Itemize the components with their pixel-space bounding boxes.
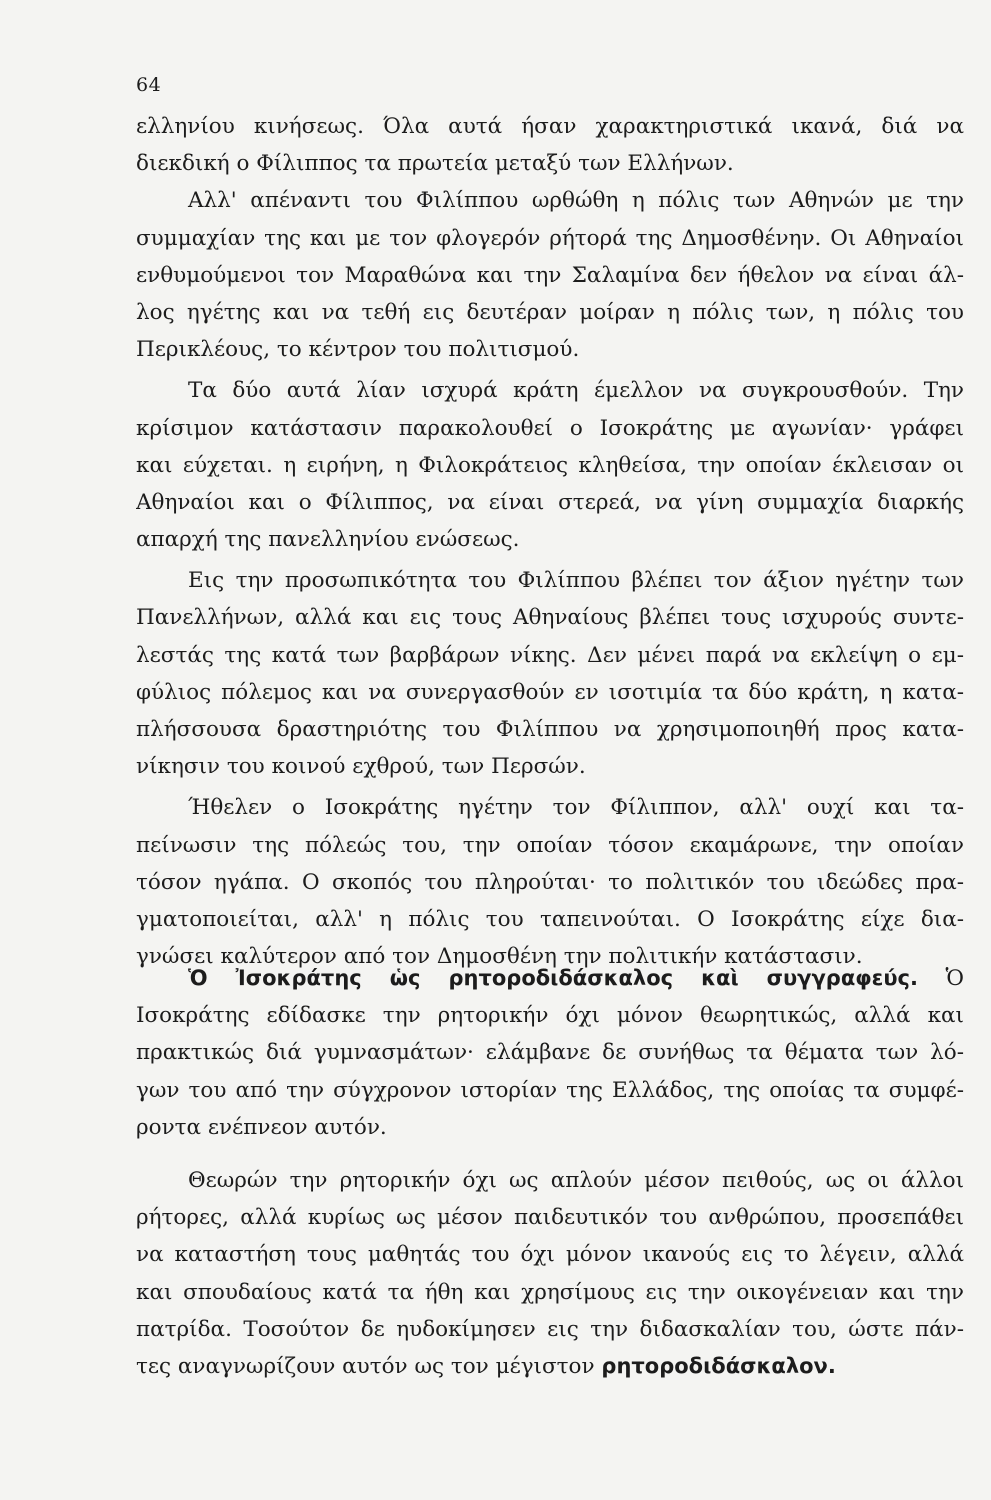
text-line: ροντα ενέπνεον αυτόν. bbox=[136, 1114, 387, 1140]
text-line: ενθυμούμενοι τον Μαραθώνα και την Σαλαμίνα δεν ήθελον να είναι άλ- bbox=[136, 262, 964, 288]
text-line: λος ηγέτης και να τεθή εις δευτέραν μοίραν η πόλις των, η πόλις του bbox=[136, 299, 964, 325]
main-text bbox=[136, 108, 964, 975]
section-heading-tail: Ὁ bbox=[917, 966, 964, 991]
text-line: Ήθελεν ο Ισοκράτης ηγέτην τον Φίλιππον, αλλ' ουχί και τα- bbox=[188, 795, 964, 821]
paragraph bbox=[136, 562, 964, 785]
closing-paragraph bbox=[136, 1162, 964, 1348]
text-line: λεστάς της κατά των βαρβάρων νίκης. Δεν μένει παρά να εκλείψη ο εμ- bbox=[136, 642, 964, 668]
section-text bbox=[136, 960, 964, 1385]
text-line: Πανελλήνων, αλλά και εις τους Αθηναίους βλέπει τους ισχυρούς συντε- bbox=[136, 605, 964, 631]
text-line: να καταστήση τους μαθητάς του όχι μόνον ικανούς εις το λέγειν, αλλά bbox=[136, 1242, 964, 1268]
text-line: και σπουδαίους κατά τα ήθη και χρησίμους εις την οικογένειαν και την bbox=[136, 1279, 964, 1305]
text-line: Ισοκράτης εδίδασκε την ρητορικήν όχι μόνον θεωρητικώς, αλλά και bbox=[136, 1003, 964, 1029]
text-line: Περικλέους, το κέντρον του πολιτισμού. bbox=[136, 337, 580, 363]
section-lines bbox=[136, 997, 964, 1146]
text-line: νίκησιν του κοινού εχθρού, των Περσών. bbox=[136, 754, 586, 780]
text-line: πείνωσιν της πόλεώς του, την οποίαν τόσον εκαμάρωνε, την οποίαν bbox=[136, 832, 964, 858]
paragraph bbox=[136, 108, 964, 368]
final-line-text: τες αναγνωρίζουν αυτόν ως τον μέγιστον bbox=[136, 1353, 602, 1379]
text-line: Εις την προσωπικότητα του Φιλίππου βλέπει τον άξιον ηγέτην των bbox=[188, 568, 964, 594]
text-line: πρακτικώς διά γυμνασμάτων· ελάμβανε δε συνήθως τα θέματα των λό- bbox=[136, 1040, 964, 1066]
text-line: κρίσιμον κατάστασιν παρακολουθεί ο Ισοκράτης με αγωνίαν· γράφει bbox=[136, 415, 964, 441]
final-line bbox=[136, 1348, 964, 1385]
text-line: απαρχή της πανελληνίου ενώσεως. bbox=[136, 527, 520, 553]
text-line: πατρίδα. Τοσούτον δε ηυδοκίμησεν εις την διδασκαλίαν του, ώστε πάν- bbox=[136, 1316, 964, 1342]
text-line: Αθηναίοι και ο Φίλιππος, να είναι στερεά, να γίνη συμμαχία διαρκής bbox=[136, 489, 964, 515]
final-line-bold: ρητοροδιδάσκαλον. bbox=[601, 1353, 836, 1378]
text-line: ρήτορες, αλλά κυρίως ως μέσον παιδευτικόν του ανθρώπου, προσεπάθει bbox=[136, 1205, 964, 1231]
paragraph bbox=[136, 372, 964, 558]
paragraph bbox=[136, 789, 964, 975]
text-line: Θεωρών την ρητορικήν όχι ως απλούν μέσον πειθούς, ως οι άλλοι bbox=[188, 1167, 964, 1193]
text-line: συμμαχίαν της και με τον φλογερόν ρήτορά της Δημοσθένην. Οι Αθηναίοι bbox=[136, 225, 964, 251]
text-line: ελληνίου κινήσεως. Όλα αυτά ήσαν χαρακτηριστικά ικανά, διά να bbox=[136, 114, 964, 139]
section-heading: Ὁ Ἰσοκράτης ὡς ρητοροδιδάσκαλος καὶ συγγραφεύς. bbox=[188, 966, 918, 990]
text-line: τόσον ηγάπα. Ο σκοπός του πληρούται· το πολιτικόν του ιδεώδες πρα- bbox=[136, 869, 964, 895]
text-line: διεκδική ο Φίλιππος τα πρωτεία μεταξύ των Ελλήνων. bbox=[136, 151, 734, 177]
text-line: φύλιος πόλεμος και να συνεργασθούν εν ισοτιμία τα δύο κράτη, η κατα- bbox=[136, 679, 964, 705]
text-line: Τα δύο αυτά λίαν ισχυρά κράτη έμελλον να συγκρουσθούν. Την bbox=[188, 378, 964, 404]
text-line: γματοποιείται, αλλ' η πόλις του ταπεινούται. Ο Ισοκράτης είχε δια- bbox=[136, 906, 964, 932]
text-line: πλήσσουσα δραστηριότης του Φιλίππου να χρησιμοποιηθή προς κατα- bbox=[136, 717, 964, 742]
text-line: γνώσει καλύτερον από τον Δημοσθένη την πολιτικήν κατάστασιν. bbox=[136, 944, 863, 970]
text-line: και εύχεται. η ειρήνη, η Φιλοκράτειος κληθείσα, την οποίαν έκλεισαν οι bbox=[136, 452, 964, 478]
text-line: Αλλ' απέναντι του Φιλίππου ωρθώθη η πόλις των Αθηνών με την bbox=[188, 188, 964, 214]
text-line: γων του από την σύγχρονον ιστορίαν της Ελλάδος, της οποίας τα συμφέ- bbox=[136, 1077, 964, 1103]
page-number: 64 bbox=[136, 74, 162, 96]
section-heading-line bbox=[136, 960, 964, 997]
